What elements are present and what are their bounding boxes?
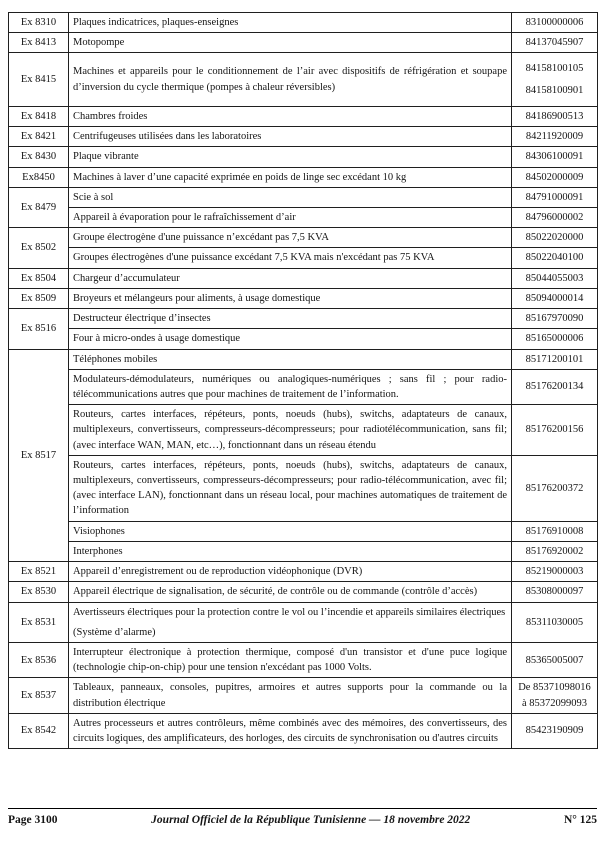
hs-heading-cell: Ex 8521 <box>9 562 69 582</box>
tariff-code-cell <box>512 329 598 349</box>
description-paragraph: Centrifugeuses utilisées dans les laboratoires <box>73 131 262 143</box>
description-paragraph: Four à micro-ondes à usage domestique <box>73 333 241 345</box>
tariff-code: 84211920009 <box>525 131 584 143</box>
description-cell <box>69 33 512 53</box>
table-row <box>9 53 598 106</box>
description-paragraph: Plaque vibrante <box>73 151 139 163</box>
description-cell <box>69 309 512 329</box>
hs-heading-cell: Ex 8531 <box>9 602 69 642</box>
description-cell <box>69 582 512 602</box>
description-paragraph: Modulateurs-démodulateurs, numériques ou analogiques-numériques ; sans fil ; pour radio-télécommunications autres que pour machines de traitement de l’information. <box>73 373 507 400</box>
tariff-code-cell <box>512 248 598 268</box>
hs-heading-cell: Ex 8542 <box>9 713 69 748</box>
table-row <box>9 582 598 602</box>
table-row <box>9 207 598 227</box>
description-cell <box>69 455 512 521</box>
hs-heading-cell: Ex 8502 <box>9 228 69 268</box>
tariff-code-cell <box>512 521 598 541</box>
footer-page-number: Page 3100 <box>8 814 58 826</box>
description-paragraph: Groupe électrogène d'une puissance n’excédant pas 7,5 KVA <box>73 232 329 244</box>
tariff-code-cell <box>512 187 598 207</box>
tariff-code: 85311030005 <box>525 616 584 628</box>
tariff-code: 84158100901 <box>525 84 584 96</box>
hs-heading-cell: Ex 8415 <box>9 53 69 106</box>
tariff-code: 85176920002 <box>525 545 584 557</box>
table-row <box>9 562 598 582</box>
table-row <box>9 541 598 561</box>
description-cell <box>69 602 512 642</box>
tariff-code: 85365005007 <box>525 654 584 666</box>
table-row <box>9 167 598 187</box>
tariff-table <box>8 12 598 749</box>
tariff-code-cell <box>512 309 598 329</box>
tariff-code-cell <box>512 562 598 582</box>
table-row <box>9 268 598 288</box>
description-cell <box>69 167 512 187</box>
description-paragraph: Appareil électrique de signalisation, de sécurité, de contrôle ou de commande (contrôle d’accès) <box>73 586 478 598</box>
tariff-code-cell <box>512 127 598 147</box>
description-paragraph: Machines à laver d’une capacité exprimée en poids de linge sec excédant 10 kg <box>73 171 407 183</box>
tariff-code-cell <box>512 713 598 748</box>
description-cell <box>69 207 512 227</box>
tariff-code-cell <box>512 602 598 642</box>
description-paragraph: Routeurs, cartes interfaces, répéteurs, ponts, noeuds (hubs), switchs, adaptateurs de canaux, multiplexeurs, convertisseurs, compresseurs-décompresseurs; pour radiotélécommunication, sans fil; (avec interface WAN, MAN, etc…), fonctionnant dans un réseau étendu <box>73 409 507 451</box>
description-paragraph: Motopompe <box>73 37 125 49</box>
table-row <box>9 369 598 404</box>
tariff-code-cell <box>512 455 598 521</box>
table-row <box>9 455 598 521</box>
tariff-code-cell <box>512 147 598 167</box>
description-paragraph: (Système d’alarme) <box>73 626 156 638</box>
description-paragraph: Interphones <box>73 545 123 557</box>
description-paragraph: Appareil d’enregistrement ou de reproduction vidéophonique (DVR) <box>73 566 363 578</box>
tariff-code: 85176200156 <box>525 424 584 436</box>
table-row <box>9 405 598 456</box>
tariff-code: 85308000097 <box>525 586 584 598</box>
description-paragraph: Chargeur d’accumulateur <box>73 272 180 284</box>
description-cell <box>69 541 512 561</box>
description-cell <box>69 288 512 308</box>
footer-journal-title: Journal Officiel de la République Tunisienne — 18 novembre 2022 <box>151 814 471 826</box>
table-row <box>9 713 598 748</box>
description-paragraph: Tableaux, panneaux, consoles, pupitres, armoires et autres supports pour la commande ou la distribution électrique <box>73 682 507 709</box>
description-paragraph: Plaques indicatrices, plaques-enseignes <box>73 17 239 28</box>
hs-heading-cell: Ex 8509 <box>9 288 69 308</box>
tariff-code: 85423190909 <box>525 725 584 737</box>
description-cell <box>69 268 512 288</box>
tariff-code: 85176200372 <box>525 482 584 494</box>
description-cell <box>69 248 512 268</box>
hs-heading-cell: Ex 8536 <box>9 643 69 678</box>
table-row <box>9 187 598 207</box>
tariff-code: De 85371098016 à 85372099093 <box>518 682 591 709</box>
hs-heading-cell: Ex 8516 <box>9 309 69 349</box>
description-paragraph: Scie à sol <box>73 191 114 203</box>
footer-issue-number: N° 125 <box>563 814 597 826</box>
description-paragraph: Machines et appareils pour le conditionnement de l’air avec dispositifs de réfrigération et soupape d’inversion du cycle thermique (pompes à chaleur réversibles) <box>73 66 507 93</box>
table-row <box>9 329 598 349</box>
tariff-code-cell <box>512 33 598 53</box>
description-cell <box>69 405 512 456</box>
description-paragraph: Broyeurs et mélangeurs pour aliments, à usage domestique <box>73 292 321 304</box>
description-cell <box>69 187 512 207</box>
tariff-code: 85094000014 <box>525 292 584 304</box>
description-cell <box>69 713 512 748</box>
hs-heading-cell: Ex 8418 <box>9 106 69 126</box>
tariff-code-cell <box>512 106 598 126</box>
table-row <box>9 147 598 167</box>
description-cell <box>69 127 512 147</box>
description-cell <box>69 349 512 369</box>
description-paragraph: Interrupteur électronique à protection thermique, composé d'un transistor et d'une puce logique (technologie chip-on-chip) pour une tension n'excédant pas 1000 Volts. <box>73 647 507 674</box>
hs-heading-cell: Ex 8421 <box>9 127 69 147</box>
hs-heading-cell: Ex8450 <box>9 167 69 187</box>
table-row <box>9 309 598 329</box>
tariff-code-cell <box>512 288 598 308</box>
tariff-code-cell <box>512 405 598 456</box>
tariff-code-cell <box>512 207 598 227</box>
tariff-code: 84186900513 <box>525 110 584 122</box>
tariff-code-cell <box>512 268 598 288</box>
tariff-code: 84137045907 <box>525 37 584 49</box>
tariff-code: 85219000003 <box>525 566 584 578</box>
description-paragraph: Autres processeurs et autres contrôleurs, même combinés avec des mémoires, des convertisseurs, des circuits logiques, des amplificateurs, des horloges, des circuits de synchronisation ou d'autres circuits <box>73 717 507 745</box>
tariff-code: 84158100105 <box>525 63 584 75</box>
tariff-code: 85022040100 <box>525 252 584 264</box>
page-footer <box>8 814 597 826</box>
hs-heading-cell: Ex 8430 <box>9 147 69 167</box>
table-row <box>9 13 598 33</box>
description-cell <box>69 53 512 106</box>
table-row <box>9 602 598 642</box>
hs-heading-cell: Ex 8504 <box>9 268 69 288</box>
tariff-code: 85176200134 <box>525 381 584 393</box>
table-row <box>9 288 598 308</box>
description-paragraph: Destructeur électrique d’insectes <box>73 313 211 325</box>
table-row <box>9 349 598 369</box>
tariff-code-cell <box>512 349 598 369</box>
tariff-code-cell <box>512 167 598 187</box>
hs-heading-cell: Ex 8517 <box>9 349 69 562</box>
tariff-code-cell <box>512 369 598 404</box>
description-paragraph: Routeurs, cartes interfaces, répéteurs, ponts, noeuds (hubs), switchs, adaptateurs de canaux, multiplexeurs, convertisseurs, compresseurs-décompresseurs; pour radio-télécommunication, avec fil; (avec interface LAN), fonctionnant dans un réseau local, pour machines automatiques de traitement de l’information <box>73 459 507 517</box>
description-cell <box>69 106 512 126</box>
table-row <box>9 127 598 147</box>
tariff-code: 85165000006 <box>525 333 584 345</box>
tariff-code: 84796000002 <box>525 211 584 223</box>
tariff-code-cell <box>512 582 598 602</box>
hs-heading-cell: Ex 8310 <box>9 13 69 33</box>
description-cell <box>69 13 512 33</box>
footer-rule <box>8 808 597 809</box>
description-paragraph: Téléphones mobiles <box>73 353 158 365</box>
description-paragraph: Appareil à évaporation pour le rafraîchissement d’air <box>73 211 296 223</box>
hs-heading-cell: Ex 8537 <box>9 678 69 713</box>
description-cell <box>69 329 512 349</box>
tariff-code: 85022020000 <box>525 232 584 244</box>
hs-heading-cell: Ex 8413 <box>9 33 69 53</box>
tariff-code-cell <box>512 53 598 106</box>
tariff-code: 84791000091 <box>525 191 584 203</box>
tariff-code-cell <box>512 678 598 713</box>
tariff-code-cell <box>512 643 598 678</box>
description-cell <box>69 521 512 541</box>
table-row <box>9 106 598 126</box>
table-row <box>9 521 598 541</box>
tariff-code: 85176910008 <box>525 525 584 537</box>
description-paragraph: Chambres froides <box>73 110 148 122</box>
tariff-code-cell <box>512 13 598 33</box>
tariff-code-cell <box>512 228 598 248</box>
description-cell <box>69 228 512 248</box>
hs-heading-cell: Ex 8530 <box>9 582 69 602</box>
tariff-code: 85167970090 <box>525 313 584 325</box>
description-paragraph: Avertisseurs électriques pour la protection contre le vol ou l’incendie et appareils similaires électriques <box>73 606 506 618</box>
table-row <box>9 643 598 678</box>
tariff-code: 83100000006 <box>525 17 584 28</box>
hs-heading-cell: Ex 8479 <box>9 187 69 227</box>
tariff-code: 85044055003 <box>525 272 584 284</box>
tariff-code: 84306100091 <box>525 151 584 163</box>
description-cell <box>69 147 512 167</box>
description-cell <box>69 643 512 678</box>
description-paragraph: Visiophones <box>73 525 125 537</box>
tariff-table-body <box>9 13 598 749</box>
description-cell <box>69 678 512 713</box>
tariff-code: 85171200101 <box>525 353 584 365</box>
table-row <box>9 248 598 268</box>
table-row <box>9 33 598 53</box>
description-paragraph: Groupes électrogènes d'une puissance excédant 7,5 KVA mais n'excédant pas 75 KVA <box>73 252 435 264</box>
description-cell <box>69 369 512 404</box>
tariff-code-cell <box>512 541 598 561</box>
description-cell <box>69 562 512 582</box>
tariff-code: 84502000009 <box>525 171 584 183</box>
table-row <box>9 678 598 713</box>
table-row <box>9 228 598 248</box>
